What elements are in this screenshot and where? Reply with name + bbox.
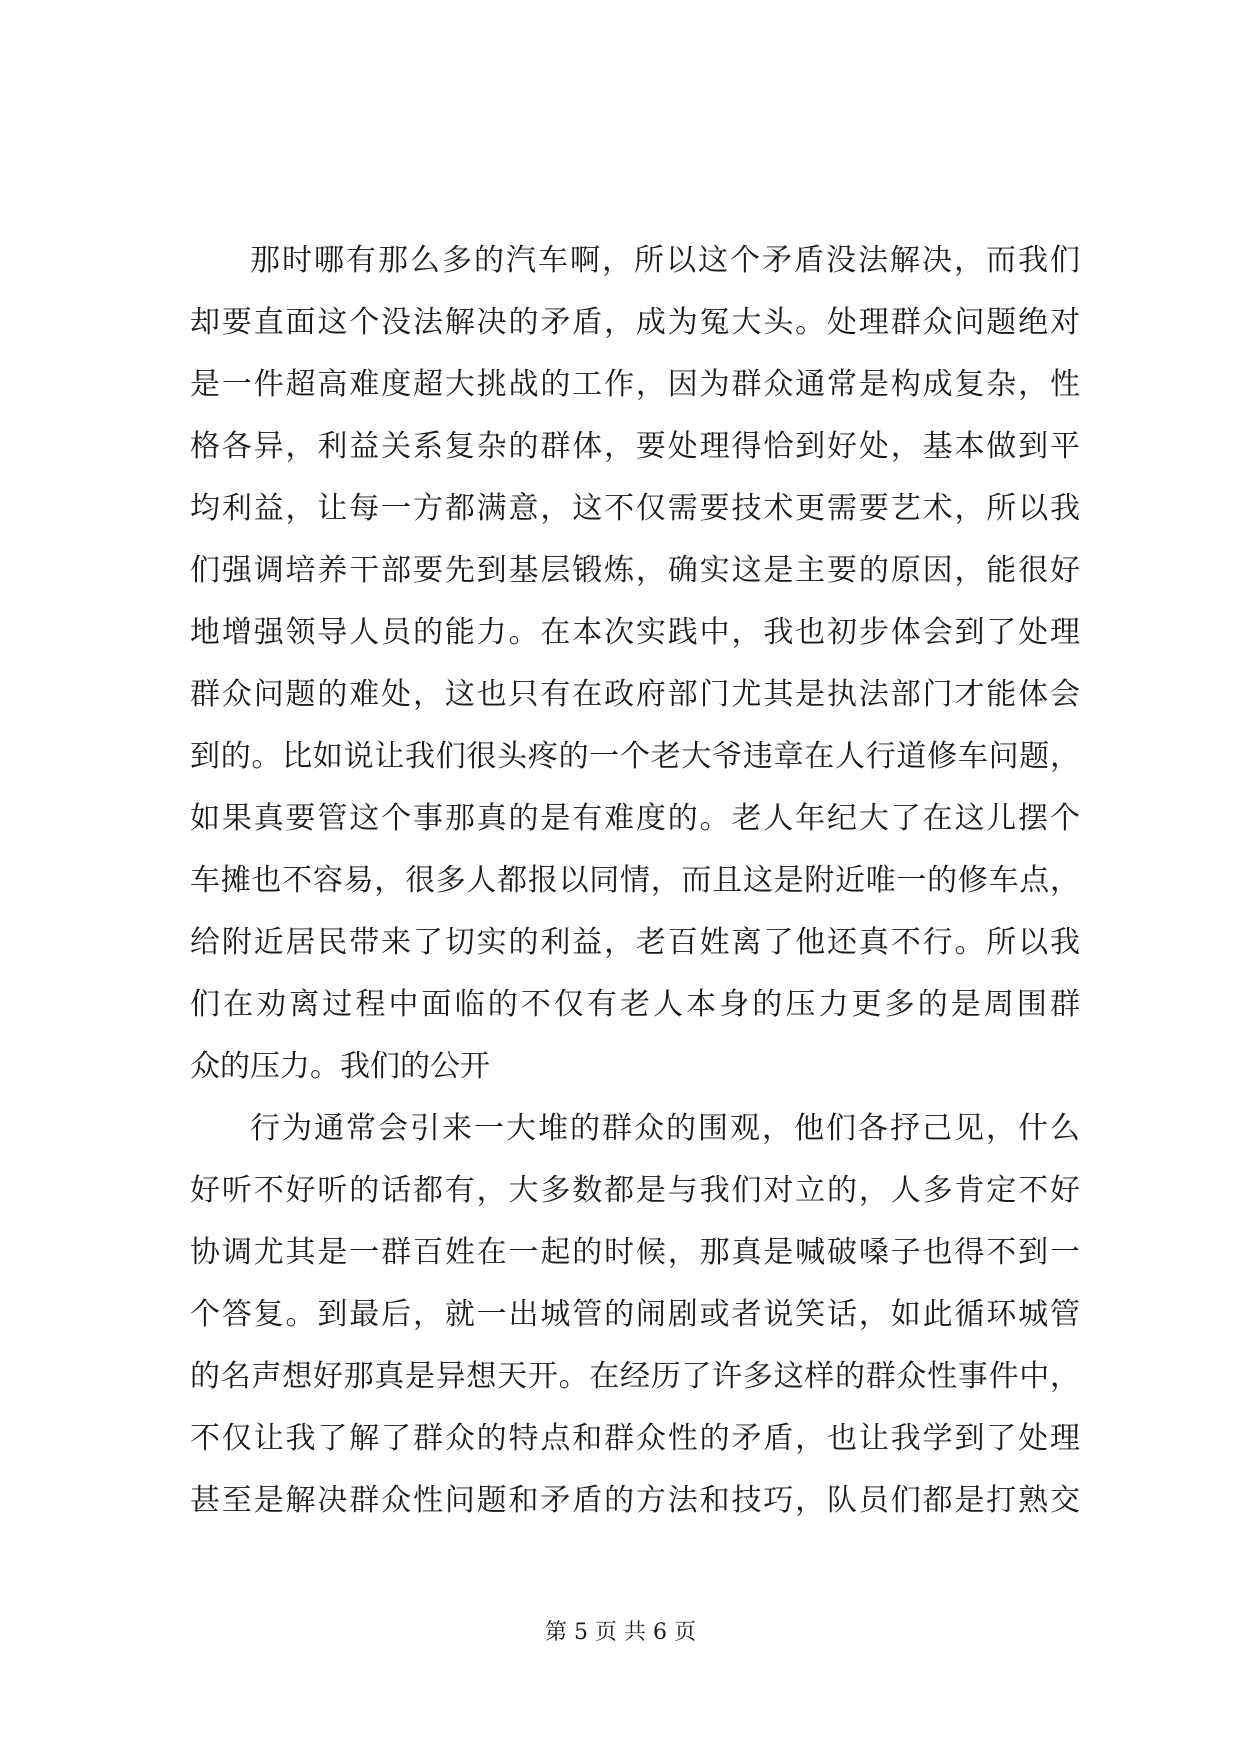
text-line: 众的压力。我们的公开 bbox=[190, 1049, 490, 1084]
text-line: 均利益，让每一方都满意，这不仅需要技术更需要艺术，所以我 bbox=[190, 491, 1080, 526]
text-line: 到的。比如说让我们很头疼的一个老大爷违章在人行道修车问题， bbox=[190, 739, 1080, 774]
body-text bbox=[190, 230, 1080, 1532]
text-line: 协调尤其是一群百姓在一起的时候，那真是喊破嗓子也得不到一 bbox=[190, 1235, 1080, 1270]
text-line: 地增强领导人员的能力。在本次实践中，我也初步体会到了处理 bbox=[190, 615, 1080, 650]
text-line: 如果真要管这个事那真的是有难度的。老人年纪大了在这儿摆个 bbox=[190, 801, 1080, 836]
text-line: 们强调培养干部要先到基层锻炼，确实这是主要的原因，能很好 bbox=[190, 553, 1080, 588]
text-line: 个答复。到最后，就一出城管的闹剧或者说笑话，如此循环城管 bbox=[190, 1297, 1080, 1332]
text-line: 格各异，利益关系复杂的群体，要处理得恰到好处，基本做到平 bbox=[190, 429, 1080, 464]
page-number: 第 5 页 共 6 页 bbox=[545, 1620, 696, 1645]
text-line: 们在劝离过程中面临的不仅有老人本身的压力更多的是周围群 bbox=[190, 987, 1080, 1022]
text-line: 不仅让我了解了群众的特点和群众性的矛盾，也让我学到了处理 bbox=[190, 1421, 1080, 1456]
text-line: 车摊也不容易，很多人都报以同情，而且这是附近唯一的修车点， bbox=[190, 863, 1080, 898]
text-line: 却要直面这个没法解决的矛盾，成为冤大头。处理群众问题绝对 bbox=[190, 305, 1080, 340]
text-line: 行为通常会引来一大堆的群众的围观，他们各抒己见，什么 bbox=[250, 1111, 1080, 1146]
text-line: 甚至是解决群众性问题和矛盾的方法和技巧，队员们都是打熟交 bbox=[190, 1483, 1080, 1518]
text-line: 的名声想好那真是异想天开。在经历了许多这样的群众性事件中， bbox=[190, 1359, 1080, 1394]
text-line: 给附近居民带来了切实的利益，老百姓离了他还真不行。所以我 bbox=[190, 925, 1080, 960]
text-line: 群众问题的难处，这也只有在政府部门尤其是执法部门才能体会 bbox=[190, 677, 1080, 712]
text-line: 那时哪有那么多的汽车啊，所以这个矛盾没法解决，而我们 bbox=[250, 243, 1080, 278]
text-line: 是一件超高难度超大挑战的工作，因为群众通常是构成复杂，性 bbox=[190, 367, 1080, 402]
text-line: 好听不好听的话都有，大多数都是与我们对立的，人多肯定不好 bbox=[190, 1173, 1080, 1208]
